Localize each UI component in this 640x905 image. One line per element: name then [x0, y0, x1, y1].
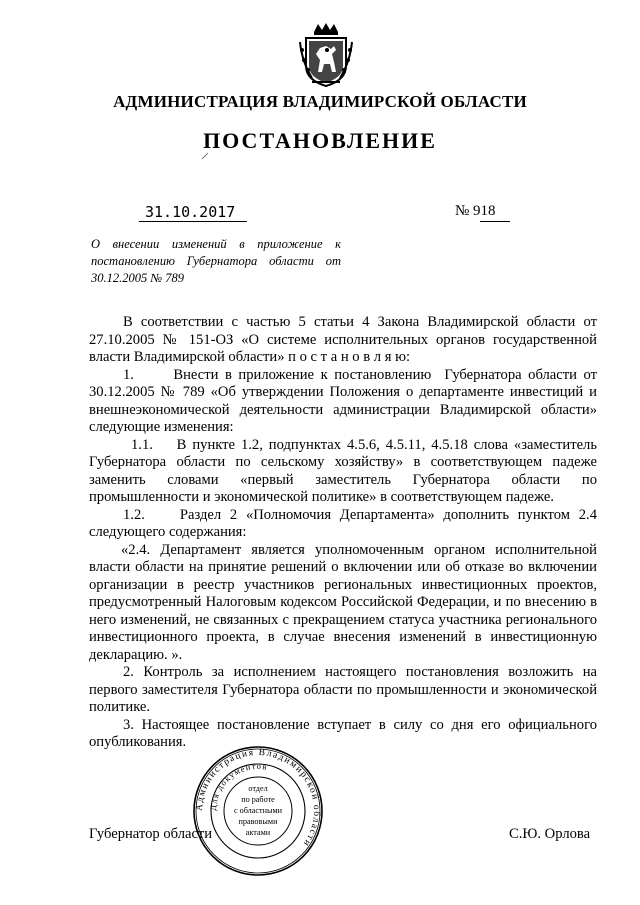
document-date: 31.10.2017 [145, 203, 236, 221]
item-3-paragraph: 3. Настоящее постановление вступает в силу со дня его официального опубликования. [89, 716, 597, 750]
stamp-outer-text: Администрация Владимирской области [194, 747, 322, 849]
document-number: № 918 [455, 203, 496, 219]
coat-of-arms-icon [298, 22, 354, 88]
quoted-clause-paragraph: «2.4. Департамент является уполномоченным органом исполнительной власти области на принятие решений о включении или об отказе во включении организации в реестр участников региональных инвестиционных проектов, предусмотренный Налоговым кодексом Российской Федерации, и по внесению в него изменений, не связанных с прекращением статуса участника регионального инвестиционного проекта, в случае внесения изменений в инвестиционную декларацию. ». [89, 541, 597, 663]
item-2-paragraph: 2. Контроль за исполнением настоящего постановления возложить на первого заместителя Губернатора области по промышленности и экономической политике. [89, 664, 597, 715]
stamp-ring-text: Для документов [207, 760, 269, 812]
preamble-paragraph: В соответствии с частью 5 статьи 4 Закона Владимирской области от 27.10.2005 № 151-ОЗ «О системе исполнительных органов государственной власти Владимирской области» п о с т а н о в л я ю: [89, 314, 597, 365]
stamp-line: правовыми [238, 817, 278, 826]
organization-name: АДМИНИСТРАЦИЯ ВЛАДИМИРСКОЙ ОБЛАСТИ [113, 92, 527, 111]
signatory-name: С.Ю. Орлова [509, 826, 591, 842]
number-underline [480, 221, 510, 222]
document-subject: О внесении изменений в приложение к постановлению Губернатора области от 30.12.2005 № 789 [91, 237, 341, 285]
stamp-line: отдел [248, 784, 268, 793]
document-body [89, 314, 601, 752]
stamp-line: актами [245, 828, 271, 837]
document-type-title: ПОСТАНОВЛЕНИЕ [203, 128, 437, 153]
pen-mark [200, 148, 210, 158]
stamp-line: с областными [233, 806, 283, 815]
stamp-line: по работе [241, 795, 275, 804]
official-stamp [192, 745, 324, 877]
item-1-2-paragraph: 1.2. Раздел 2 «Полномочия Департамента» дополнить пунктом 2.4 следующего содержания: [89, 506, 601, 540]
item-1-1-paragraph: 1.1. В пункте 1.2, подпунктах 4.5.6, 4.5.11, 4.5.18 слова «заместитель Губернатора области по сельскому хозяйству» в соответствующем падеже заменить словами «первый заместитель Губернатора области по промышленности и экономической политике» в соответствующем падеже. [89, 436, 601, 505]
item-1-paragraph: 1. Внести в приложение к постановлению Губернатора области от 30.12.2005 № 789 «Об утверждении Положения о департаменте инвестиций и внешнеэкономической деятельности администрации Владимирской области» следующие изменения: [89, 366, 601, 435]
signatory-position: Губернатор области [89, 826, 213, 842]
date-underline [139, 221, 247, 222]
